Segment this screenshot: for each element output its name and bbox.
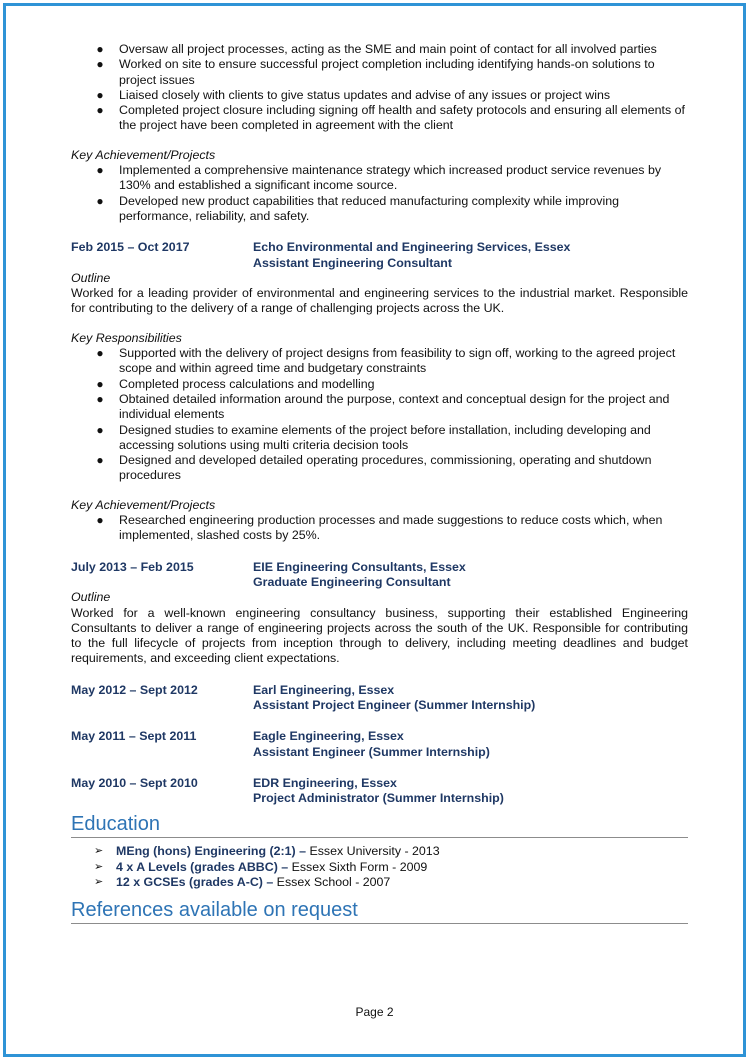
job-company: Earl Engineering, Essex [253, 682, 395, 697]
bullet-icon: ● [96, 193, 104, 208]
job-header-eagle [71, 729, 688, 760]
bullet-icon: ● [96, 42, 104, 56]
bullet-icon: ● [96, 376, 104, 391]
list-item: ➢ MEng (hons) Engineering (2:1) – Essex University - 2013 [94, 844, 440, 859]
responsibilities-label: Key Responsibilities [71, 330, 182, 345]
job-company: EDR Engineering, Essex [253, 775, 397, 790]
bullet-icon: ● [96, 391, 104, 406]
job-outline: Worked for a leading provider of environmental and engineering services to the industrial market. Responsible for contributing to the delivery of a range of challenging projects across the UK. [71, 286, 688, 316]
job-dates: July 2013 – Feb 2015 [71, 559, 194, 574]
job-dates: May 2012 – Sept 2012 [71, 682, 198, 697]
previous-role-bullets [71, 42, 688, 134]
list-item: ● Designed studies to examine elements of the project before installation, including developing and accessing solutions using multi criteria decision tools [96, 422, 651, 452]
bullet-icon: ● [96, 422, 104, 437]
education-heading: Education [71, 812, 688, 838]
bullet-icon: ● [96, 453, 104, 468]
list-item: ● Obtained detailed information around the purpose, context and conceptual design for the project and individual elements [96, 391, 670, 422]
job-title: Assistant Project Engineer (Summer Internship) [253, 697, 536, 712]
achievements-list [71, 513, 688, 544]
achievements-label: Key Achievement/Projects [71, 147, 216, 162]
job-dates: May 2010 – Sept 2010 [71, 775, 198, 790]
job-title: Assistant Engineering Consultant [253, 255, 452, 270]
list-item: ● Completed project closure including signing off health and safety protocols and ensuring all elements of the project have been completed in agreement with the client [96, 103, 685, 133]
list-item: ● Researched engineering production processes and made suggestions to reduce costs which, when implemented, slashed costs by 25%. [96, 513, 663, 543]
job-company: Eagle Engineering, Essex [253, 729, 404, 744]
bullet-icon: ● [96, 87, 104, 102]
list-item: ➢ 12 x GCSEs (grades A-C) – Essex School - 2007 [94, 875, 391, 890]
job-dates: Feb 2015 – Oct 2017 [71, 240, 190, 255]
outline-label: Outline [71, 270, 111, 285]
list-item: ● Developed new product capabilities that reduced manufacturing complexity while improving performance, reliability, and safety. [96, 193, 620, 223]
bullet-icon: ● [96, 103, 104, 118]
achievements-list [71, 163, 688, 224]
list-item: ● Designed and developed detailed operating procedures, commissioning, operating and shutdown procedures [96, 453, 652, 483]
outline-label: Outline [71, 590, 111, 605]
list-item: ● Supported with the delivery of project designs from feasibility to sign off, working to the agreed project scope and within agreed time and budgetary constraints [96, 346, 676, 376]
arrow-bullet-icon: ➢ [94, 860, 104, 873]
bullet-icon: ● [96, 513, 104, 528]
job-outline: Worked for a well-known engineering consultancy business, supporting their established Engineering Consultants to deliver a range of engineering projects across the south of the UK. Responsible for contributing to the full lifecycle of projects from inception through to delivery, including meeting deadlines and budget requirements, and exceeding client expectations. [71, 605, 688, 666]
list-item: ● Worked on site to ensure successful project completion including identifying hands-on solutions to project issues [96, 57, 655, 87]
list-item: ● Liaised closely with clients to give status updates and advise of any issues or project wins [96, 87, 611, 102]
references-heading: References available on request [71, 898, 688, 924]
job-header-eie [71, 560, 688, 591]
arrow-bullet-icon: ➢ [94, 845, 104, 858]
arrow-bullet-icon: ➢ [94, 876, 104, 889]
list-item: ● Implemented a comprehensive maintenance strategy which increased product service revenues by 130% and established a significant income source. [96, 163, 662, 193]
job-company: EIE Engineering Consultants, Essex [253, 559, 466, 574]
page-number: Page 2 [355, 1005, 394, 1019]
list-item: ● Completed process calculations and modelling [96, 376, 375, 391]
resume-page [3, 3, 746, 1057]
job-title: Assistant Engineer (Summer Internship) [253, 744, 490, 759]
job-header-earl [71, 683, 688, 714]
responsibilities-list [71, 346, 688, 484]
job-header-edr [71, 776, 688, 807]
bullet-icon: ● [96, 163, 104, 178]
education-list [71, 844, 688, 890]
job-title: Project Administrator (Summer Internship) [253, 791, 504, 806]
achievements-label: Key Achievement/Projects [71, 497, 216, 512]
job-title: Graduate Engineering Consultant [253, 574, 451, 589]
job-header-echo [71, 240, 688, 271]
job-company: Echo Environmental and Engineering Services, Essex [253, 240, 571, 255]
list-item: ➢ 4 x A Levels (grades ABBC) – Essex Sixth Form - 2009 [94, 859, 428, 874]
job-dates: May 2011 – Sept 2011 [71, 729, 197, 744]
bullet-icon: ● [96, 57, 104, 72]
list-item: ● Oversaw all project processes, acting as the SME and main point of contact for all involved parties [96, 42, 657, 56]
page-content [71, 42, 688, 924]
bullet-icon: ● [96, 346, 104, 361]
